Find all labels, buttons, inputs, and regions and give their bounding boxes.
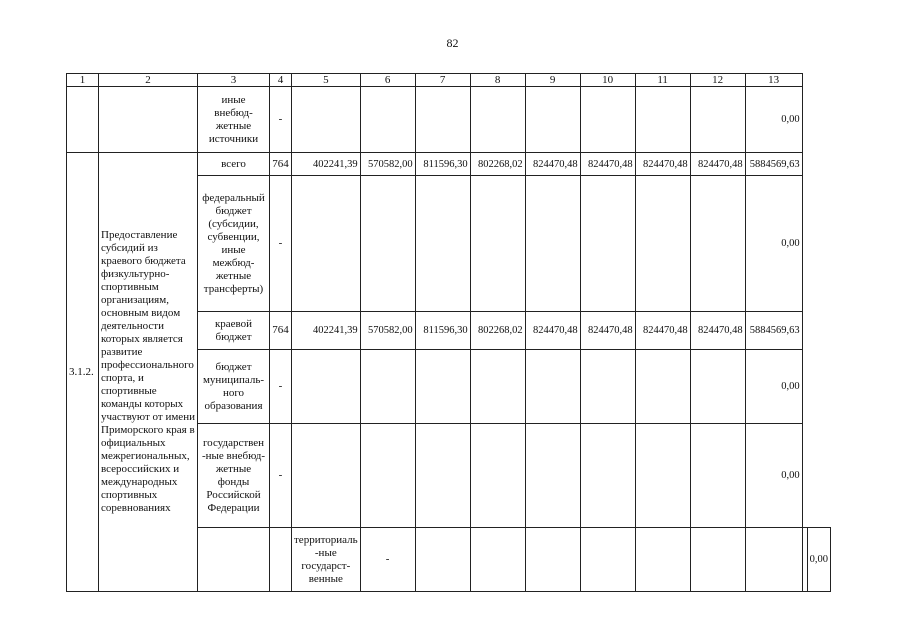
value-cell [360,350,415,424]
total-cell: 0,00 [745,87,802,153]
value-cell: 402241,39 [292,312,361,350]
value-cell [470,176,525,312]
value-cell [292,87,361,153]
funding-source-cell [198,153,270,176]
funding-source-label: территориаль -ные государст- венные [294,533,358,585]
funding-source-cell [198,87,270,153]
funding-source-label: федеральный бюджет (субсидии, субвенции, иные межбюд- жетные трансферты) [202,191,265,295]
value-cell [690,350,745,424]
grbs-cell: - [270,87,292,153]
value-cell [525,528,580,592]
value-cell [360,87,415,153]
table-row [67,87,831,153]
value-cell [470,350,525,424]
value-cell: 824470,48 [580,312,635,350]
funding-source-cell [198,424,270,528]
column-header: 12 [690,74,745,87]
value-cell [635,528,690,592]
item-name: Предоставление субсидий из краевого бюджета физкультурно-спортивным организациям, основным видом деятельности которых является развитие профессионального спорта, и спортивные команды которых участвуют от имени Приморского края в официальных межрегиональных, всероссийских и международных спортивных соревнованиях [99,153,198,592]
value-cell [415,87,470,153]
value-cell [635,176,690,312]
item-code: 3.1.2. [67,153,99,592]
value-cell: 570582,00 [360,312,415,350]
value-cell [580,424,635,528]
grbs-cell: 764 [270,312,292,350]
total-cell: 0,00 [807,528,830,592]
value-cell [470,87,525,153]
funding-source-cell [198,350,270,424]
value-cell [525,350,580,424]
funding-source-label: всего [221,157,246,170]
column-header: 5 [292,74,361,87]
value-cell [690,424,745,528]
value-cell [635,424,690,528]
funding-source-label: иные внебюд- жетные источники [208,93,259,145]
value-cell [690,87,745,153]
value-cell: 570582,00 [360,153,415,176]
value-cell: 824470,48 [635,153,690,176]
value-cell [525,176,580,312]
value-cell [580,528,635,592]
value-cell [415,424,470,528]
value-cell: 824470,48 [635,312,690,350]
value-cell [525,87,580,153]
total-cell: 5884569,63 [745,153,802,176]
value-cell: 811596,30 [415,312,470,350]
value-cell: 802268,02 [470,153,525,176]
value-cell: 811596,30 [415,153,470,176]
total-cell: 5884569,63 [745,312,802,350]
name-cell [270,528,292,592]
value-cell: 824470,48 [525,312,580,350]
value-cell [470,528,525,592]
value-cell: 402241,39 [292,153,361,176]
funding-source-cell [292,528,361,592]
column-header: 13 [745,74,802,87]
total-cell: 0,00 [745,176,802,312]
total-cell: 0,00 [745,424,802,528]
total-cell: 0,00 [745,350,802,424]
value-cell: 824470,48 [525,153,580,176]
table-row [67,153,831,176]
column-header: 10 [580,74,635,87]
grbs-cell: - [360,528,415,592]
budget-table [66,73,831,592]
value-cell [525,424,580,528]
funding-source-label: краевой бюджет [214,317,253,343]
funding-source-cell [198,312,270,350]
funding-source-cell [198,176,270,312]
column-header: 7 [415,74,470,87]
column-header: 11 [635,74,690,87]
value-cell [415,176,470,312]
column-header: 2 [99,74,198,87]
name-cell [99,87,198,153]
value-cell: 824470,48 [690,153,745,176]
value-cell: 802268,02 [470,312,525,350]
value-cell [635,87,690,153]
column-header: 4 [270,74,292,87]
grbs-cell: - [270,350,292,424]
value-cell [360,424,415,528]
column-number-row [67,74,831,87]
value-cell [415,528,470,592]
value-cell [292,424,361,528]
value-cell [580,87,635,153]
value-cell [470,424,525,528]
page-number: 82 [446,36,459,50]
value-cell [292,350,361,424]
grbs-cell: 764 [270,153,292,176]
value-cell: 824470,48 [580,153,635,176]
value-cell [635,350,690,424]
value-cell [745,528,802,592]
code-cell [67,87,99,153]
grbs-cell: - [270,176,292,312]
value-cell [580,350,635,424]
code-cell [198,528,270,592]
value-cell [690,528,745,592]
column-header: 6 [360,74,415,87]
value-cell [690,176,745,312]
column-header: 1 [67,74,99,87]
value-cell: 824470,48 [690,312,745,350]
value-cell [292,176,361,312]
funding-source-label: бюджет муниципаль- ного образования [202,360,265,412]
funding-source-label: государствен -ные внебюд- жетные фонды Российской Федерации [201,436,266,514]
column-header: 8 [470,74,525,87]
value-cell [360,176,415,312]
grbs-cell: - [270,424,292,528]
column-header: 3 [198,74,270,87]
value-cell [580,176,635,312]
value-cell [415,350,470,424]
column-header: 9 [525,74,580,87]
